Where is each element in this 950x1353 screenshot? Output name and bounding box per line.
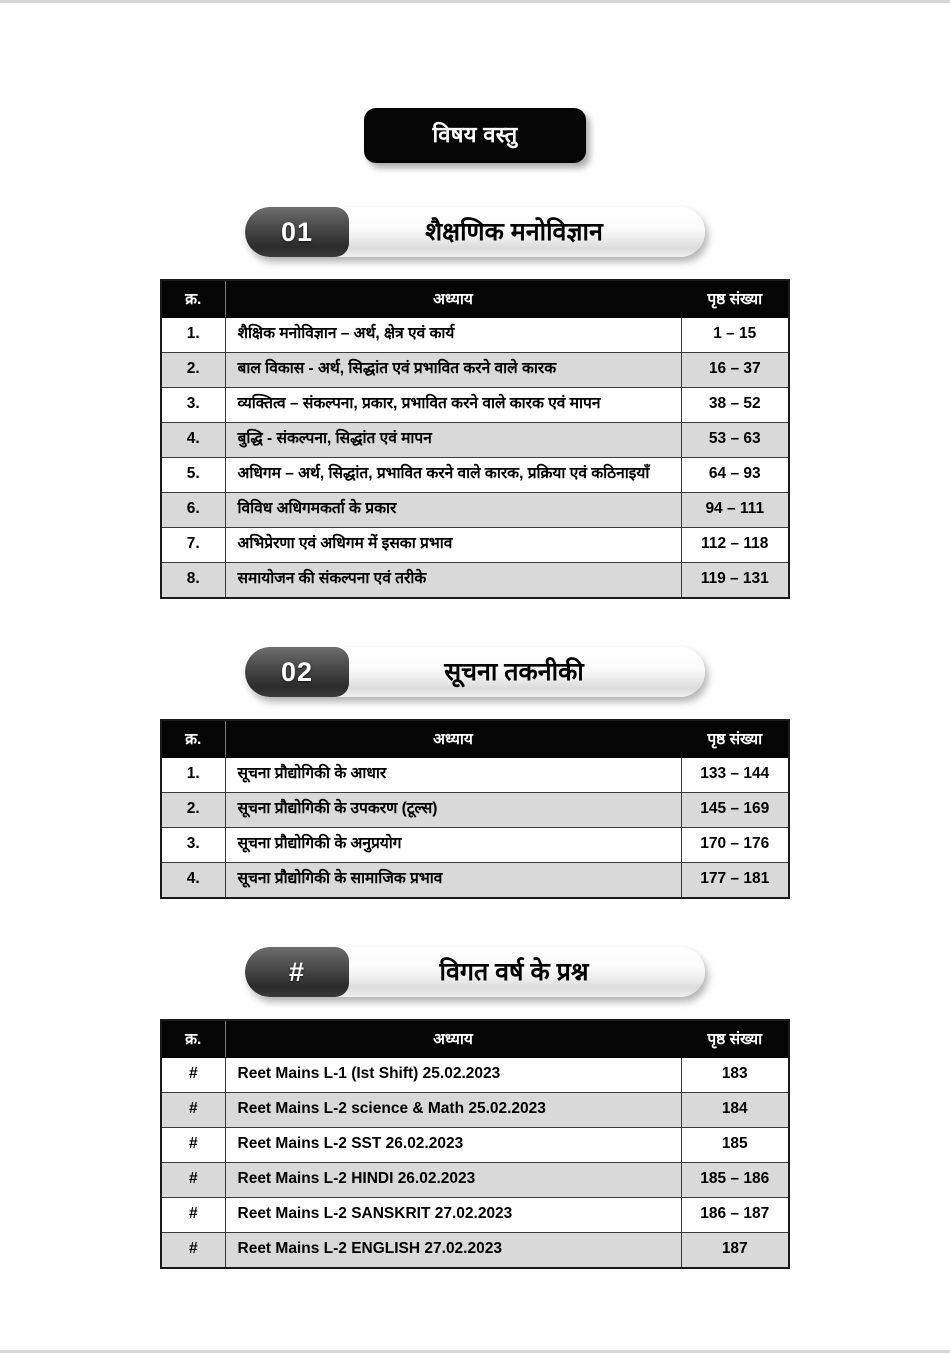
table-row[interactable] (161, 528, 789, 563)
cell-serial: 3. (161, 388, 225, 423)
contents-table (160, 279, 790, 599)
table-row[interactable] (161, 388, 789, 423)
table-row[interactable] (161, 1198, 789, 1233)
cell-chapter[interactable]: समायोजन की संकल्पना एवं तरीके (225, 563, 681, 599)
section-title: शैक्षणिक मनोविज्ञान (425, 217, 603, 246)
page-title-container (0, 108, 950, 163)
table-head (161, 720, 789, 758)
contents-table (160, 1019, 790, 1269)
cell-page: 145 – 169 (681, 793, 789, 828)
column-header-serial: क्र. (161, 1020, 225, 1058)
cell-serial: # (161, 1233, 225, 1269)
spacer (0, 697, 950, 719)
section-block (0, 207, 950, 647)
cell-chapter[interactable]: Reet Mains L-2 ENGLISH 27.02.2023 (225, 1233, 681, 1269)
column-header-page: पृष्ठ संख्या (681, 720, 789, 758)
cell-page: 94 – 111 (681, 493, 789, 528)
table-header-row (161, 280, 789, 318)
table-row[interactable] (161, 1163, 789, 1198)
cell-serial: 2. (161, 793, 225, 828)
section-number-badge-#: # (245, 947, 349, 997)
section-title: विगत वर्ष के प्रश्न (439, 957, 589, 986)
cell-chapter[interactable]: अधिगम – अर्थ, सिद्धांत, प्रभावित करने वाले कारक, प्रक्रिया एवं कठिनाइयाँ (225, 458, 681, 493)
cell-page: 112 – 118 (681, 528, 789, 563)
column-header-chapter: अध्याय (225, 1020, 681, 1058)
section-number-badge-01: 01 (245, 207, 349, 257)
table-header-row (161, 720, 789, 758)
cell-page: 16 – 37 (681, 353, 789, 388)
table-row[interactable] (161, 353, 789, 388)
section-banner-#[interactable] (245, 947, 705, 997)
cell-chapter[interactable]: Reet Mains L-2 HINDI 26.02.2023 (225, 1163, 681, 1198)
table-row[interactable] (161, 793, 789, 828)
table-row[interactable] (161, 1058, 789, 1093)
column-header-serial: क्र. (161, 280, 225, 318)
cell-page: 133 – 144 (681, 758, 789, 793)
cell-chapter[interactable]: सूचना प्रौद्योगिकी के आधार (225, 758, 681, 793)
cell-serial: 4. (161, 863, 225, 899)
section-title: सूचना तकनीकी (444, 657, 584, 686)
cell-page: 64 – 93 (681, 458, 789, 493)
cell-serial: # (161, 1093, 225, 1128)
table-row[interactable] (161, 1093, 789, 1128)
cell-page: 53 – 63 (681, 423, 789, 458)
cell-page: 184 (681, 1093, 789, 1128)
cell-chapter[interactable]: Reet Mains L-2 SST 26.02.2023 (225, 1128, 681, 1163)
cell-serial: 6. (161, 493, 225, 528)
cell-page: 185 (681, 1128, 789, 1163)
table-row[interactable] (161, 1128, 789, 1163)
cell-page: 183 (681, 1058, 789, 1093)
cell-page: 170 – 176 (681, 828, 789, 863)
cell-serial: # (161, 1163, 225, 1198)
cell-chapter[interactable]: सूचना प्रौद्योगिकी के उपकरण (टूल्स) (225, 793, 681, 828)
sections-container (0, 207, 950, 1317)
section-banner-01[interactable] (245, 207, 705, 257)
table-row[interactable] (161, 458, 789, 493)
cell-page: 186 – 187 (681, 1198, 789, 1233)
cell-serial: 3. (161, 828, 225, 863)
cell-serial: 8. (161, 563, 225, 599)
cell-chapter[interactable]: शैक्षिक मनोविज्ञान – अर्थ, क्षेत्र एवं कार्य (225, 318, 681, 353)
cell-page: 187 (681, 1233, 789, 1269)
table-row[interactable] (161, 863, 789, 899)
column-header-page: पृष्ठ संख्या (681, 280, 789, 318)
cell-serial: 1. (161, 318, 225, 353)
cell-page: 185 – 186 (681, 1163, 789, 1198)
cell-page: 119 – 131 (681, 563, 789, 599)
spacer (0, 599, 950, 647)
cell-chapter[interactable]: Reet Mains L-2 SANSKRIT 27.02.2023 (225, 1198, 681, 1233)
spacer (0, 1269, 950, 1317)
cell-page: 177 – 181 (681, 863, 789, 899)
table-row[interactable] (161, 758, 789, 793)
table-row[interactable] (161, 1233, 789, 1269)
cell-chapter[interactable]: Reet Mains L-1 (Ist Shift) 25.02.2023 (225, 1058, 681, 1093)
cell-serial: # (161, 1198, 225, 1233)
spacer (0, 163, 950, 207)
spacer (0, 997, 950, 1019)
cell-page: 1 – 15 (681, 318, 789, 353)
table-body (161, 318, 789, 599)
spacer (0, 899, 950, 947)
section-block (0, 947, 950, 1317)
section-block (0, 647, 950, 947)
cell-chapter[interactable]: विविध अधिगमकर्ता के प्रकार (225, 493, 681, 528)
column-header-serial: क्र. (161, 720, 225, 758)
table-head (161, 1020, 789, 1058)
cell-serial: # (161, 1058, 225, 1093)
contents-table (160, 719, 790, 899)
table-row[interactable] (161, 828, 789, 863)
page-title: विषय वस्तु (364, 108, 586, 163)
table-row[interactable] (161, 493, 789, 528)
cell-chapter[interactable]: Reet Mains L-2 science & Math 25.02.2023 (225, 1093, 681, 1128)
cell-chapter[interactable]: व्यक्तित्व – संकल्पना, प्रकार, प्रभावित करने वाले कारक एवं मापन (225, 388, 681, 423)
cell-serial: 5. (161, 458, 225, 493)
section-banner-02[interactable] (245, 647, 705, 697)
cell-serial: 1. (161, 758, 225, 793)
column-header-page: पृष्ठ संख्या (681, 1020, 789, 1058)
cell-chapter[interactable]: सूचना प्रौद्योगिकी के सामाजिक प्रभाव (225, 863, 681, 899)
table-header-row (161, 1020, 789, 1058)
cell-chapter[interactable]: अभिप्रेरणा एवं अधिगम में इसका प्रभाव (225, 528, 681, 563)
table-head (161, 280, 789, 318)
spacer (0, 257, 950, 279)
section-number-badge-02: 02 (245, 647, 349, 697)
table-row[interactable] (161, 318, 789, 353)
cell-serial: 2. (161, 353, 225, 388)
cell-chapter[interactable]: बुद्धि - संकल्पना, सिद्धांत एवं मापन (225, 423, 681, 458)
table-body (161, 1058, 789, 1269)
column-header-chapter: अध्याय (225, 720, 681, 758)
table-row[interactable] (161, 423, 789, 458)
cell-chapter[interactable]: सूचना प्रौद्योगिकी के अनुप्रयोग (225, 828, 681, 863)
cell-serial: 4. (161, 423, 225, 458)
cell-serial: 7. (161, 528, 225, 563)
table-row[interactable] (161, 563, 789, 599)
cell-serial: # (161, 1128, 225, 1163)
cell-page: 38 – 52 (681, 388, 789, 423)
cell-chapter[interactable]: बाल विकास - अर्थ, सिद्धांत एवं प्रभावित करने वाले कारक (225, 353, 681, 388)
column-header-chapter: अध्याय (225, 280, 681, 318)
table-body (161, 758, 789, 899)
